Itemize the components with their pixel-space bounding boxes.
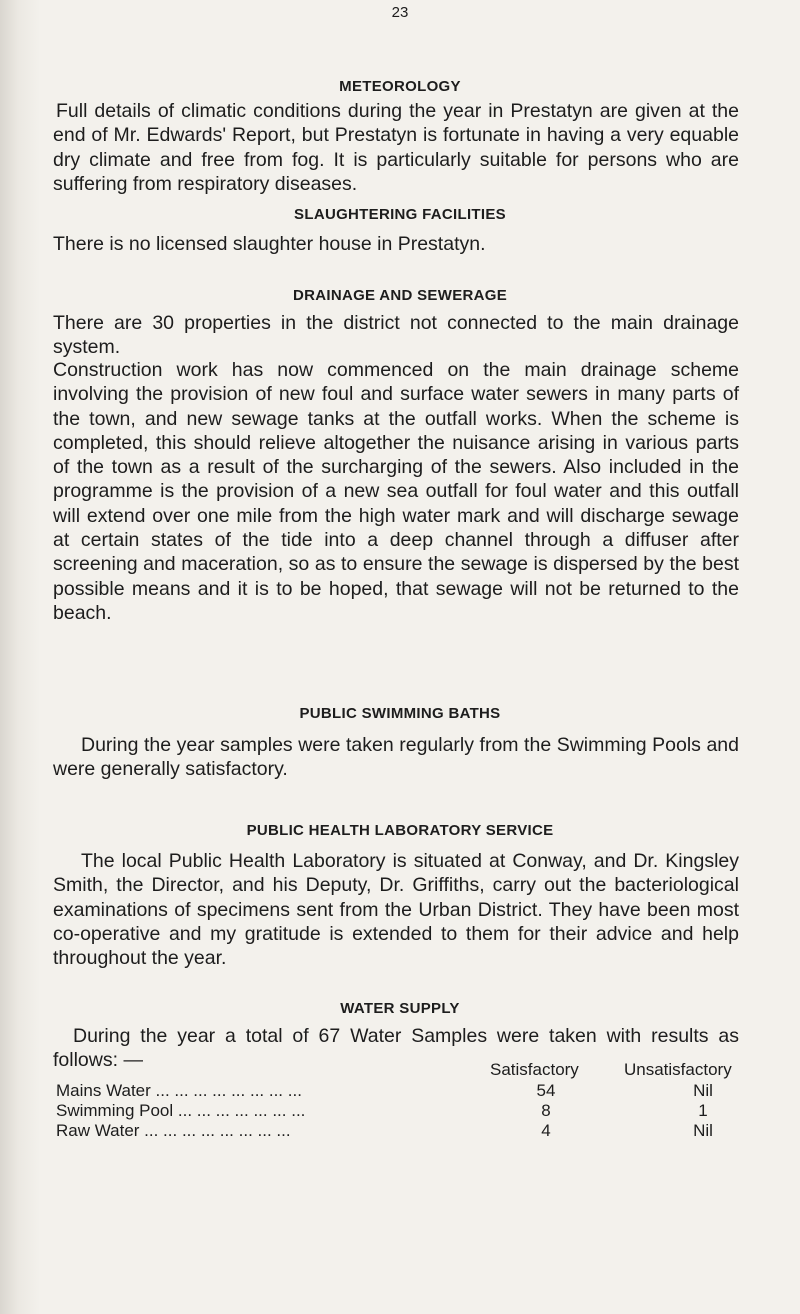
heading-drainage-and-sewerage: DRAINAGE AND SEWERAGE [292,287,508,304]
unsatisfactory-count: Nil [693,1121,713,1140]
satisfactory-count: 8 [541,1101,551,1120]
table-row [0,1121,800,1141]
row-label: Raw Water ... ... ... ... ... ... ... ... [56,1121,291,1140]
table-row [0,1101,800,1121]
page-number: 23 [391,4,409,21]
water-supply-paragraph: During the year a total of 67 Water Samples were taken with results as follows: — [53,1025,739,1072]
slaughtering-paragraph: There is no licensed slaughter house in Prestatyn. [53,233,486,255]
satisfactory-count: 54 [536,1081,556,1100]
drainage-paragraph-1: There are 30 properties in the district not connected to the main drainage system. [53,312,739,359]
unsatisfactory-count: Nil [693,1081,713,1100]
drainage-paragraph-2: Construction work has now commenced on the main drainage scheme involving the provision of new foul and surface water sewers in many parts of the town, and new sewage tanks at the outfall works. When the scheme is completed, this should relieve altogether the nuisance arising in various parts of the town as a result of the surcharging of the sewers. Also included in the programme is the provision of a new sea outfall for foul water and this outfall will extend over one mile from the high water mark and will discharge sewage at certain states of the tide into a deep channel through a diffuser after screening and maceration, so as to ensure the sewage is dispersed by the best possible means and it is to be hoped, that sewage will not be returned to the beach. [53,359,739,624]
meteorology-paragraph: Full details of climatic conditions during the year in Prestatyn are given at the end of Mr. Edwards' Report, but Prestatyn is fortunate in having a very equable dry climate and free from fog. It is particularly suitable for persons who are suffering from respiratory diseases. [53,100,739,195]
laboratory-paragraph: The local Public Health Laboratory is situated at Conway, and Dr. Kingsley Smith, the Director, and his Deputy, Dr. Griffiths, carry out the bacteriological examinations of specimens sent from the Urban District. They have been most co-operative and my gratitude is extended to them for their advice and help throughout the year. [53,850,739,970]
unsatisfactory-count: 1 [698,1101,708,1120]
heading-slaughtering-facilities: SLAUGHTERING FACILITIES [294,206,506,223]
table-row [0,1081,800,1101]
header-unsatisfactory: Unsatisfactory [624,1060,732,1079]
heading-meteorology: METEOROLOGY [339,78,461,95]
heading-public-health-laboratory: PUBLIC HEALTH LABORATORY SERVICE [246,822,554,839]
swimming-baths-paragraph: During the year samples were taken regularly from the Swimming Pools and were generally satisfactory. [53,734,739,781]
header-satisfactory: Satisfactory [490,1060,579,1079]
row-label: Swimming Pool ... ... ... ... ... ... ... [56,1101,306,1120]
heading-water-supply: WATER SUPPLY [340,1000,460,1017]
satisfactory-count: 4 [541,1121,551,1140]
row-label: Mains Water ... ... ... ... ... ... ... ... [56,1081,302,1100]
heading-public-swimming-baths: PUBLIC SWIMMING BATHS [299,705,501,722]
